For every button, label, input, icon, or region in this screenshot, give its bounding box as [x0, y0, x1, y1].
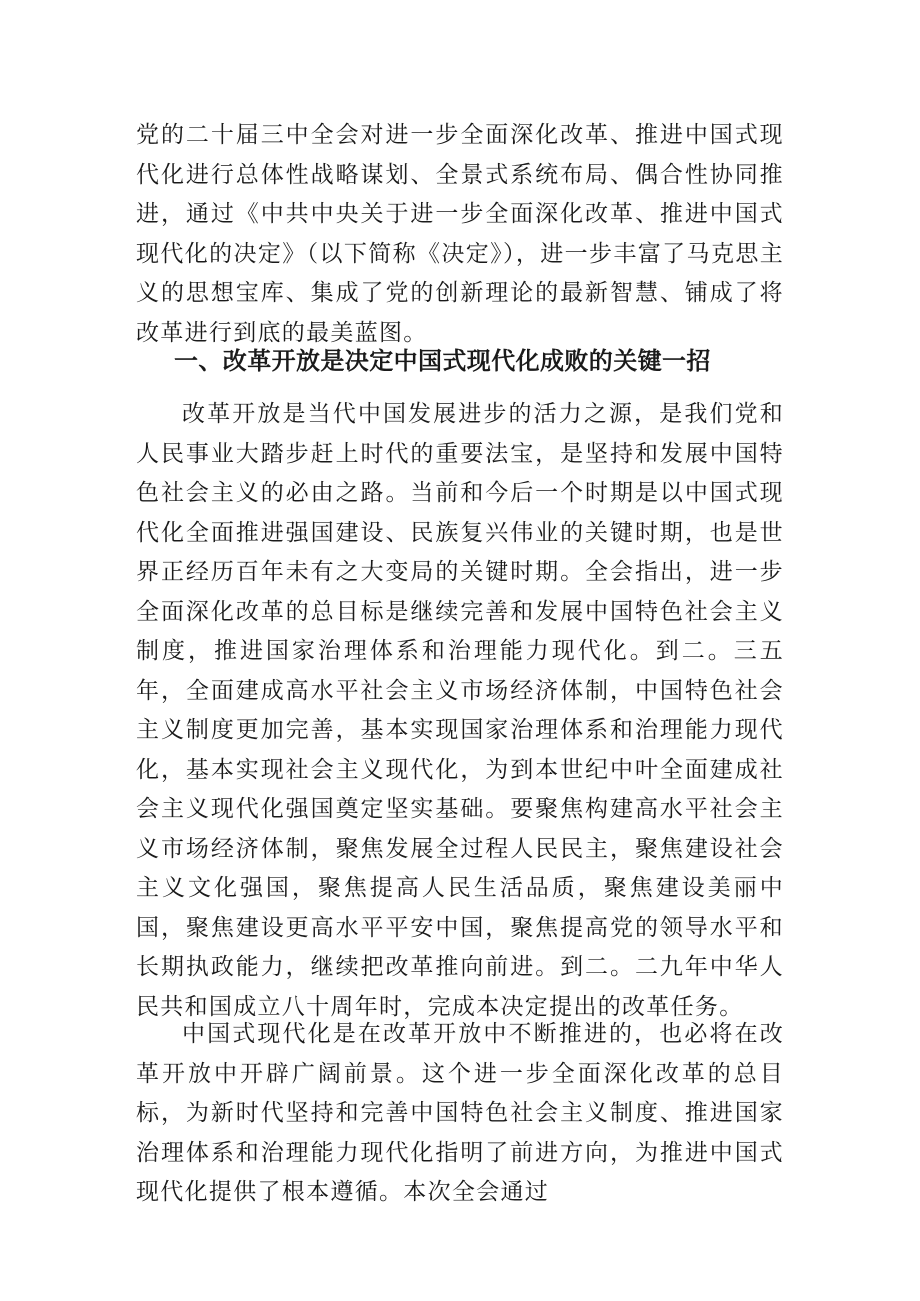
section-heading: 一、改革开放是决定中国式现代化成败的关键一招: [174, 347, 711, 375]
body-paragraph-1: 改革开放是当代中国发展进步的活力之源，是我们党和人民事业大踏步赶上时代的重要法宝，是坚持和发展中国特色社会主义的必由之路。当前和今后一个时期是以中国式现代化全面推进强国建设、民族复兴伟业的关键时期，也是世界正经历百年未有之大变局的关键时期。全会指出，进一步全面深化改革的总目标是继续完善和发展中国特色社会主义制度，推进国家治理体系和治理能力现代化。到二。三五年，全面建成高水平社会主义市场经济体制，中国特色社会主义制度更加完善，基本实现国家治理体系和治理能力现代化，基本实现社会主义现代化，为到本世纪中叶全面建成社会主义现代化强国奠定坚实基础。要聚焦构建高水平社会主义市场经济体制，聚焦发展全过程人民民主，聚焦建设社会主义文化强国，聚焦提高人民生活品质，聚焦建设美丽中国，聚焦建设更高水平平安中国，聚焦提高党的领导水平和长期执政能力，继续把改革推向前进。到二。二九年中华人民共和国成立八十周年时，完成本决定提出的改革任务。: [136, 401, 784, 1020]
intro-paragraph: 党的二十届三中全会对进一步全面深化改革、推进中国式现代化进行总体性战略谋划、全景式系统布局、偶合性协同推进，通过《中共中央关于进一步全面深化改革、推进中国式现代化的决定》（以下简称《决定》），进一步丰富了马克思主义的思想宝库、集成了党的创新理论的最新智慧、铺成了将改革进行到底的最美蓝图。: [136, 122, 784, 346]
body-paragraph-2: 中国式现代化是在改革开放中不断推进的，也必将在改革开放中开辟广阔前景。这个进一步全面深化改革的总目标，为新时代坚持和完善中国特色社会主义制度、推进国家治理体系和治理能力现代化指明了前进方向，为推进中国式现代化提供了根本遵循。本次全会通过: [136, 1021, 784, 1205]
